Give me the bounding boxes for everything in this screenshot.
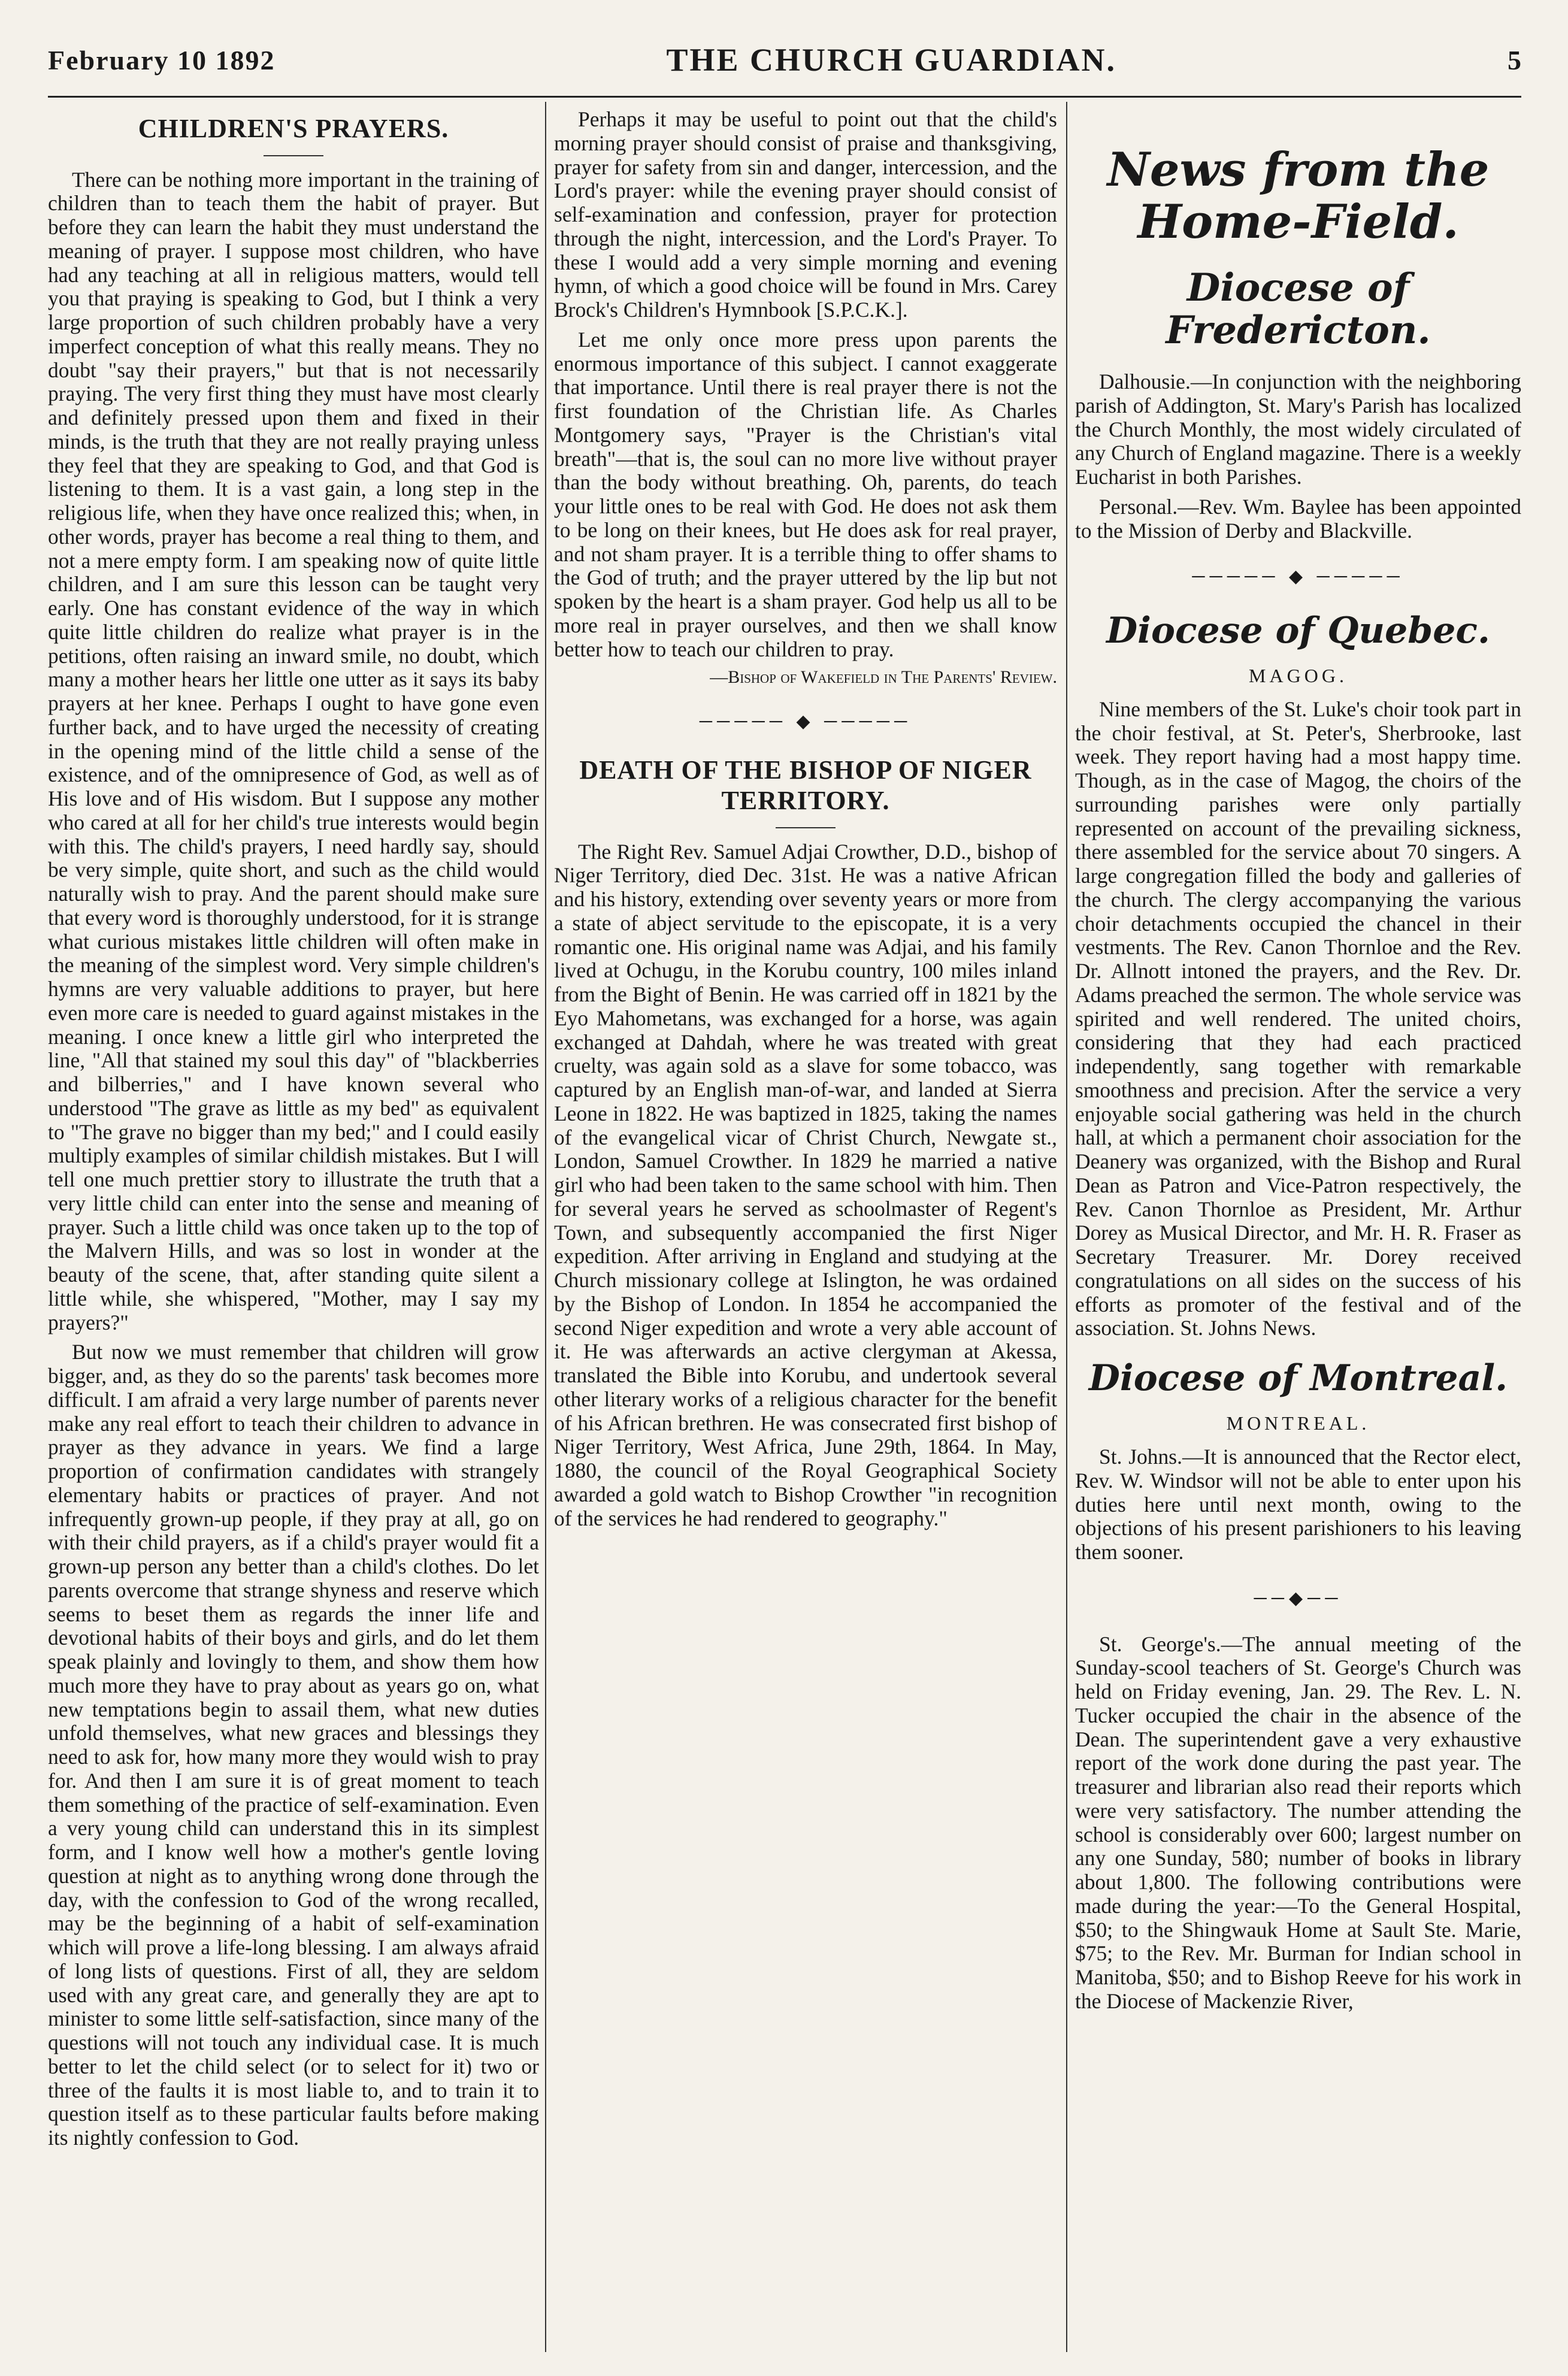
- ornament-divider: ───── ◆ ─────: [699, 711, 912, 731]
- place-heading: MAGOG.: [1249, 665, 1348, 687]
- news-item: Dalhousie.—In conjunction with the neighboring parish of Addington, St. Mary's Parish has localized the Church Monthly, the most widely circulated of any Church of England magazine. There is a weekly Eucharist in both Parishes.: [1075, 370, 1521, 489]
- column-1: [48, 108, 539, 2352]
- ornament-divider: ──◆──: [1254, 1588, 1343, 1608]
- article-paragraph: But now we must remember that children will grow bigger, and, as they do so the parents' task becomes more difficult. I am afraid a very large number of parents never make any real effort to teach their children to advance in prayer as they advance in years. We find a large proportion of confirmation candidates with strangely elementary habits or practices of prayer. And not infrequently grown-up people, if they pray at all, go on with their child prayers, as if a child's prayer would fit a grown-up person any better than a child's clothes. Do let parents overcome that strange shyness and reserve which seems to beset them as regards the inner life and devotional habits of their boys and girls, and do let them speak plainly and lovingly to them, and show them how much more they have to pray about as years go on, what new temptations begin to assail them, what new duties unfold themselves, what new graces and blessings they need to ask for, how many more they would wish to pray for. And then I am sure it is of great moment to teach them something of the practice of self-examination. Even a very young child can understand this in its simplest form, and I know well how a mother's gentle loving question at night as to anything wrong done through the day, with the confession to God of the wrong recalled, may be the beginning of a habit of self-examination which will prove a life-long blessing. I am always afraid of long lists of questions. First of all, they are seldom used with any great care, and generally they are apt to minister to some little self-satisfaction, since many of the questions will not touch any individual case. It is much better to let the child select (or to select for it) two or three of the faults it is most liable to, and to train it to question itself as to these particular faults before making its nightly confession to God.: [48, 1340, 539, 2150]
- diocese-heading-quebec: Diocese of Quebec.: [1106, 609, 1490, 652]
- article-paragraph: The Right Rev. Samuel Adjai Crowther, D.D., bishop of Niger Territory, died Dec. 31st. He was a native African and his history, extending over seventy years or more from a state of abject servitude to the episcopate, it is a very romantic one. His original name was Adjai, and his family lived at Ochugu, in the Korubu country, 100 miles inland from the Bight of Benin. He was carried off in 1821 by the Eyo Mahometans, was exchanged for a horse, was again exchanged at Dahdah, where he was treated with great cruelty, was again sold as a slave for some tobacco, was captured by an English man-of-war, and landed at Sierra Leone in 1822. He was baptized in 1825, taking the names of the evangelical vicar of Christ Church, Newgate st., London, Samuel Crowther. In 1829 he married a native girl who had been taken to the same school with him. Then for several years he served as schoolmaster of Regent's Town, and subsequently accompanied the first Niger expedition. After arriving in England and studying at the Church missionary college at Islington, he was ordained by the Bishop of London. In 1854 he accompanied the second Niger expedition and wrote a very able account of it. He was afterwards an active clergyman at Akessa, translated the Bible into Korubu, and undertook several other literary works of a religious character for the benefit of his African brethren. He was consecrated first bishop of Niger Territory, West Africa, June 29th, 1864. In May, 1880, the council of the Royal Geographical Society awarded a gold watch to Bishop Crowther "in recognition of the services he had rendered to geography.": [554, 839, 1057, 1530]
- masthead: [48, 24, 1521, 98]
- place-heading: MONTREAL.: [1226, 1412, 1370, 1434]
- column-3: [1075, 108, 1521, 2352]
- article-paragraph: There can be nothing more important in the training of children than to teach them the habit of prayer. But before they can learn the habit they must understand the meaning of prayer. I suppose most children, who have had any teaching at all in religious matters, would tell you that praying is speaking to God, but I think a very large proportion of such children probably have a very imperfect conception of what this really means. They no doubt "say their prayers," but that is not necessarily praying. The very first thing they must have most clearly and definitely pressed upon them and fixed in their minds, is the truth that they are not really praying unless they feel that they are speaking to God, and that God is listening to them. It is a vast gain, a long step in the religious life, when they have once realized this; when, in other words, prayer has become a real thing to them, and not a mere empty form. I am speaking now of quite little children, and I am sure this lesson can be taught very early. One has constant evidence of the way in which quite little children do realize what prayer is in the petitions, often raising an inward smile, no doubt, which many a mother hears her little one utter as it says its baby prayers at her knee. Perhaps I ought to have gone even further back, and to have urged the necessity of creating in the opening mind of the little child a sense of the existence, and of the omnipresence of God, as well as of His love and of His wisdom. But I suppose any mother who cared at all for her child's true interests would begin with this. The child's prayers, I need hardly say, should be very simple, quite short, and such as the child would naturally wish to pray. And the parent should make sure that every word is thoroughly understood, for it is strange what curious mistakes little children will often make in the meaning of the simplest word. Very simple children's hymns are very valuable additions to prayer, but here even more care is needed to guard against mistakes in the meaning. I once knew a little girl who interpreted the line, "All that stained my soul this day" of "blackberries and bilberries," and I have known several who understood "The grave as little as my bed" as equivalent to "The grave no bigger than my bed;" and I could easily multiply examples of similar childish mistakes. But I will tell one much prettier story to illustrate the truth that a very little child can enter into the sense and meaning of prayer. Such a little child was once taken up to the top of the Malvern Hills, and was so lost in wonder at the beauty of the scene, that, after standing quite silent a little while, she whispered, "Mother, may I say my prayers?": [48, 167, 539, 1334]
- column-rule: [1066, 102, 1067, 2352]
- news-item: St. George's.—The annual meeting of the Sunday-scool teachers of St. George's Church was held on Friday evening, Jan. 29. The Rev. L. N. Tucker occupied the chair in the absence of the Dean. The superintendent gave a very exhaustive report of the work done during the past year. The treasurer and librarian also read their reports which were very satisfactory. The number attending the school is considerably over 600; largest number on any one Sunday, 580; number of books in library about 1,800. The following contributions were made during the year:—To the General Hospital, $50; to the Shingwauk Home at Sault Ste. Marie, $75; to the Rev. Mr. Burman for Indian school in Manitoba, $50; and to Bishop Reeve for his work in the Diocese of Mackenzie River,: [1075, 1632, 1521, 2013]
- newspaper-title: THE CHURCH GUARDIAN.: [666, 42, 1117, 78]
- news-item: Personal.—Rev. Wm. Baylee has been appointed to the Mission of Derby and Blackville.: [1075, 494, 1521, 543]
- issue-date: February 10 1892: [48, 44, 276, 75]
- section-banner: News from the Home-Field.: [1107, 143, 1490, 250]
- diocese-heading-montreal: Diocese of Montreal.: [1088, 1357, 1508, 1400]
- news-item: St. Johns.—It is announced that the Rector elect, Rev. W. Windsor will not be able to enter upon his duties here until next month, owing to the objections of his present parishioners to his leaving them sooner.: [1075, 1445, 1521, 1564]
- diocese-heading-fredericton: Diocese of Fredericton.: [1166, 265, 1431, 353]
- article-paragraph: Perhaps it may be useful to point out that the child's morning prayer should consist of praise and thanksgiving, prayer for safety from sin and danger, intercession, and the Lord's prayer: while the evening prayer should consist of self-examination and confession, prayer for protection through the night, intercession, and the Lord's Prayer. To these I would add a very simple morning and evening hymn, of which a good choice will be found in Mrs. Carey Brock's Children's Hymnbook [S.P.C.K.].: [554, 108, 1057, 322]
- article-paragraph: Let me only once more press upon parents the enormous importance of this subject. I cannot exaggerate that importance. Until there is real prayer there is not the first foundation of the Christian life. As Charles Montgomery says, "Prayer is the Christian's vital breath"—that is, the soul can no more live without prayer than the body without breathing. Oh, parents, do teach your little ones to be real with God. He does not ask them to be long on their knees, but He does ask for real prayer, and not sham prayer. It is a terrible thing to offer shams to the God of truth; and the prayer uttered by the lip but not spoken by the heart is a sham prayer. God help us all to be more real in prayer ourselves, and then we shall know better how to teach our children to pray.: [554, 327, 1057, 661]
- article-title-crowther: DEATH OF THE BISHOP OF NIGER TERRITORY.: [579, 755, 1032, 816]
- column-2: [554, 108, 1057, 2352]
- divider: [264, 155, 323, 156]
- ornament-divider: ───── ◆ ─────: [1192, 567, 1404, 587]
- divider: [776, 827, 836, 828]
- article-title-prayers: CHILDREN'S PRAYERS.: [138, 114, 449, 143]
- page-number: 5: [1508, 44, 1521, 75]
- article-signature: —Bishop of Wakefield in The Parents' Review.: [710, 667, 1057, 688]
- column-rule: [545, 102, 546, 2352]
- news-item: Nine members of the St. Luke's choir took part in the choir festival, at St. Peter's, Sherbrooke, last week. They report having had a most happy time. Though, as in the case of Magog, the choirs of the surrounding parishes were only partially represented on account of the prevailing sickness, there assembled for the service about 70 singers. A large congregation filled the body and galleries of the church. The clergy accompanying the various choir detachments occupied the chancel in their vestments. The Rev. Canon Thornloe and the Rev. Dr. Allnott intoned the prayers, and the Rev. Dr. Adams preached the sermon. The whole service was spirited and well rendered. The united choirs, considering that they had each practiced independently, sang together with remarkable smoothness and precision. After the service a very enjoyable social gathering was held in the church hall, at which a permanent choir association for the Deanery was organized, with the Bishop and Rural Dean as Patron and Vice-Patron respectively, the Rev. Canon Thornloe as President, Mr. Arthur Dorey as Musical Director, and Mr. H. R. Fraser as Secretary Treasurer. Mr. Dorey received congratulations on all sides on the success of his efforts as promoter of the festival and of the association. St. Johns News.: [1075, 697, 1521, 1340]
